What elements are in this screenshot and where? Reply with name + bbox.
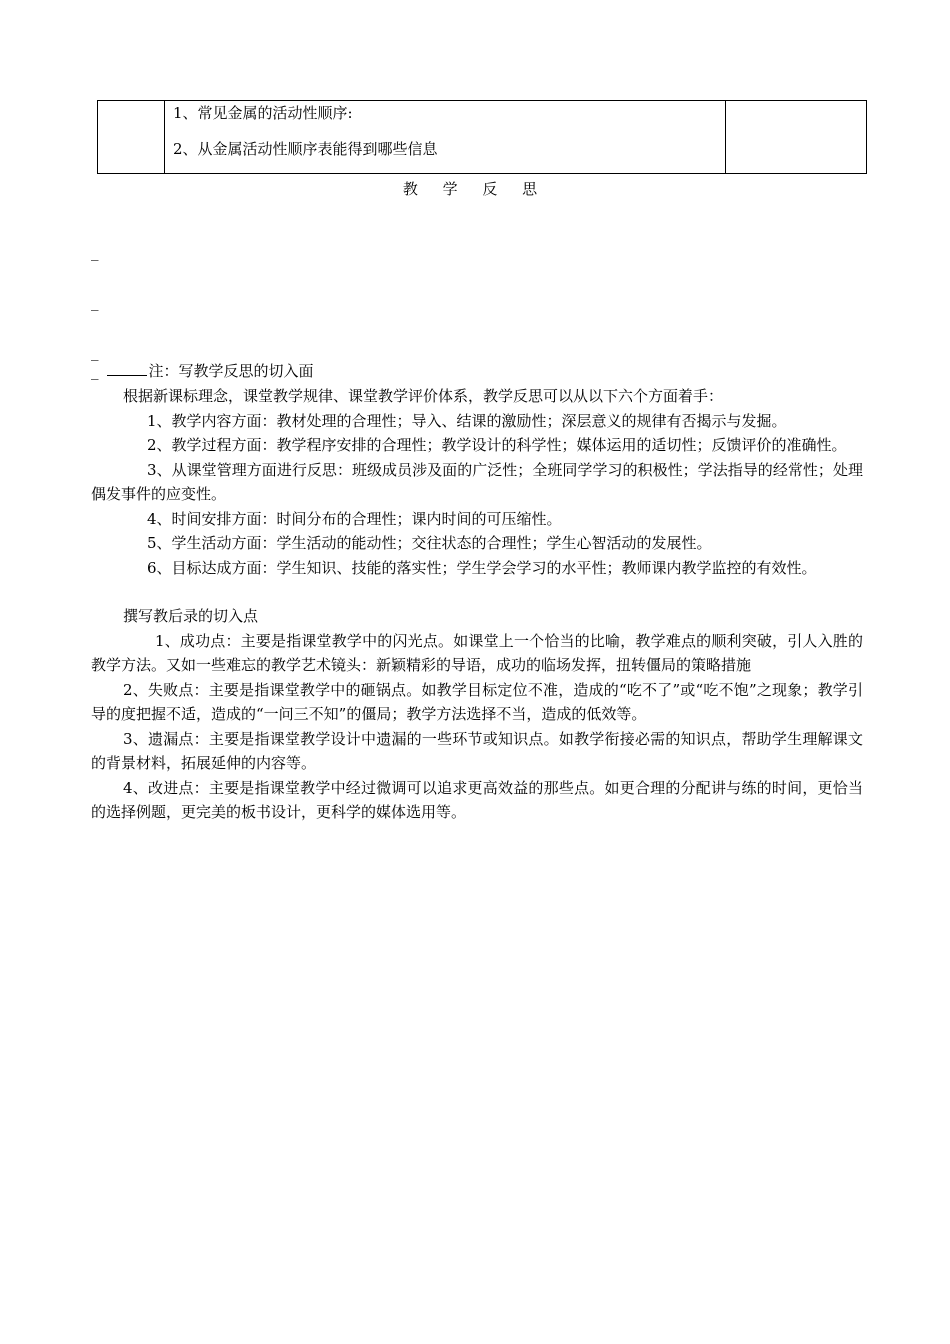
table-line-2: 2、从金属活动性顺序表能得到哪些信息 bbox=[173, 140, 438, 158]
table-row bbox=[98, 101, 867, 174]
reflection-item: 3、从课堂管理方面进行反思：班级成员涉及面的广泛性；全班同学学习的积极性；学法指导的经常性；处理偶发事件的应变性。 bbox=[91, 460, 863, 503]
postscript-item: 3、遗漏点：主要是指课堂教学设计中遗漏的一些环节或知识点。如教学衔接必需的知识点，帮助学生理解课文的背景材料，拓展延伸的内容等。 bbox=[91, 729, 863, 772]
blank-line-1: _ bbox=[91, 243, 99, 261]
table-line-1: 1、常见金属的活动性顺序: bbox=[173, 104, 353, 122]
reflection-item: 1、教学内容方面：教材处理的合理性；导入、结课的激励性；深层意义的规律有否揭示与发掘。 bbox=[147, 411, 787, 430]
blank-line-2: _ bbox=[91, 293, 99, 311]
lesson-table bbox=[97, 100, 867, 174]
note-line bbox=[91, 360, 314, 382]
postscript-item: 1、成功点：主要是指课堂教学中的闪光点。如课堂上一个恰当的比喻，教学难点的顺利突破，引人入胜的教学方法。又如一些难忘的教学艺术镜头：新颖精彩的导语，成功的临场发挥，扭转僵局的策略措施 bbox=[91, 631, 863, 674]
reflection-item: 5、学生活动方面：学生活动的能动性；交往状态的合理性；学生心智活动的发展性。 bbox=[147, 534, 712, 552]
note-underline bbox=[107, 361, 147, 376]
postscript-item: 4、改进点：主要是指课堂教学中经过微调可以追求更高效益的那些点。如更合理的分配讲与练的时间，更恰当的选择例题，更完美的板书设计，更科学的媒体选用等。 bbox=[91, 778, 863, 821]
reflection-item: 4、时间安排方面：时间分布的合理性；课内时间的可压缩性。 bbox=[147, 509, 562, 528]
table-cell-left bbox=[98, 101, 165, 174]
table-cell-content bbox=[165, 101, 726, 174]
table-cell-right bbox=[726, 101, 867, 174]
reflection-intro: 根据新课标理念，课堂教学规律、课堂教学评价体系，教学反思可以从以下六个方面着手： bbox=[123, 387, 724, 405]
reflection-item: 6、目标达成方面：学生知识、技能的落实性；学生学会学习的水平性；教师课内教学监控的有效性。 bbox=[147, 558, 817, 577]
postscript-heading: 撰写教后录的切入点 bbox=[123, 607, 259, 625]
note-text: 注：写教学反思的切入面 bbox=[148, 362, 314, 380]
paragraph-gap bbox=[91, 580, 863, 604]
document-body bbox=[91, 384, 863, 825]
blank-line-3: _ bbox=[91, 343, 99, 361]
note-prefix: _ bbox=[91, 362, 99, 380]
section-title: 教 学 反 思 bbox=[402, 180, 548, 198]
postscript-item: 2、失败点：主要是指课堂教学中的砸锅点。如教学目标定位不准，造成的“吃不了”或“吃不饱”之现象；教学引导的度把握不适，造成的“一问三不知”的僵局；教学方法选择不当，造成的低效等。 bbox=[91, 680, 863, 723]
reflection-item: 2、教学过程方面：教学程序安排的合理性；教学设计的科学性；媒体运用的适切性；反馈评价的准确性。 bbox=[147, 436, 847, 454]
